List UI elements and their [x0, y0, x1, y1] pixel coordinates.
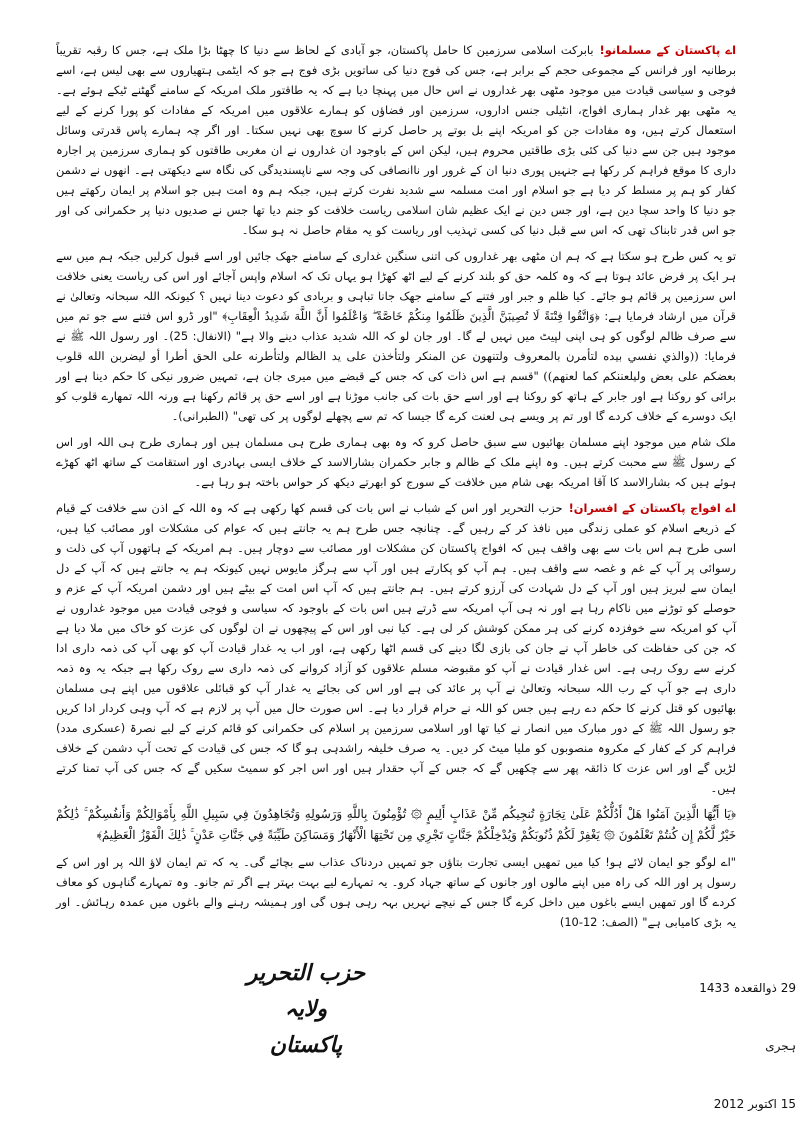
verse-translation-saff: "اے لوگو جو ایمان لائے ہو! کیا میں تمھیں ایسی تجارت بتاؤں جو تمہیں دردناک عذاب سے بچائے گی۔ یہ کہ تم ایمان لاؤ اللہ پر اور اس کے رسول پر اور اللہ کی راہ میں اپنے مالوں اور جانوں کے ساتھ جہاد کرو۔ یہ تمہارے لیے بہت بہتر ہے اگر تم جانو۔ وہ تمہارے گناہوں کو معاف کردے گا اور تمھیں ایسے باغوں میں داخل کرے گا جس کے نیچے نہریں بہہ رہی ہوں گی اور ہمیشہ رہنے والے باغوں میں عمدہ رہائش۔ اور یہ بڑی کامیابی ہے" (الصف: 12-10) — [56, 855, 736, 929]
date-hijri: 29 ذوالقعدہ 1433 ہجری — [699, 981, 796, 1053]
paragraph-text: تو یہ کس طرح ہو سکتا ہے کہ ہم ان مٹھی بھر غداروں کی اتنی سنگین غداری کے سامنے جھک جائیں اور اسے قبول کرلیں جبکہ ہم میں سے ہر ایک پر فرض عائد ہوتا ہے کہ وہ کلمہ حق کو بلند کرنے کے لیے اٹھ کھڑا ہو یہاں تک کہ اسلام واپس آجائے اور اس کی ریاست یعنی خلافت اس سرزمین پر قائم ہو جائے۔ کیا ظلم و جبر اور فتنے کے سامنے جھک جانا تباہی و بربادی کو دعوت دینا نہیں ؟ کیونکہ اللہ سبحانہ وتعالیٰ نے قرآن میں ارشاد فرمایا ہے: — [56, 249, 737, 323]
statement-footer — [56, 955, 796, 1111]
hadith-arabic: ((والذي نفسي بيده لتأمرن بالمعروف ولتنهون عن المنكر ولتأخذن على يد الظالم ولتأطرنه على الحق أطرا أو ليضربن الله قلوب بعضكم على بعض وليلعننكم كما لعنهم)) — [56, 349, 736, 383]
paragraph-officers — [56, 498, 736, 798]
heading-army-officers: اے افواج پاکستان کے افسران! — [568, 501, 736, 515]
paragraph-fitna — [56, 246, 736, 426]
paragraph-muslims — [56, 40, 736, 240]
hadith-translation: "قسم ہے اس ذات کی کہ جس کے قبضے میں میری جان ہے، تمہیں ضرور نیکی کا حکم دینا ہے اور برائی کو روکنا ہے اور جابر کے ہاتھ کو روکنا ہے اور اسے حق بات کی جانب موڑنا ہے اور اسے حق پر قائم رکھنا ہے ورنہ اللہ تمھارے قلوب کو ایک دوسرے کے خلاف کردے گا اور تم پر ویسے ہی لعنت کرے گا جیسا کہ تم سے پچھلے لوگوں پر کی تھی" (الطبرانی)۔ — [56, 369, 736, 423]
paragraph-text: بابرکت اسلامی سرزمین کا حامل پاکستان، جو آبادی کے لحاظ سے دنیا کا چھٹا بڑا ملک ہے، جس کا رقبہ تقریباً برطانیہ اور فرانس کے مجموعی حجم کے برابر ہے، جس کی فوج دنیا کی ساتویں بڑی فوج ہے جو کہ ایٹمی ہتھیاروں سے بھی لیس ہے، اسے فوجی و سیاسی قیادت میں موجود مٹھی بھر غداروں نے اس حال میں پہنچا دیا ہے کہ یہ طاقتور ملک امریکہ کے سامنے گھٹنے ٹیکے ہوئے ہے۔ یہ مٹھی بھر غدار ہماری افواج، انٹیلی جنس اداروں، سرزمین اور فضاؤں کو ہمارے علاقوں میں امریکہ کے مفادات کو پورا کرنے کے لیے استعمال کرتے ہیں، وہ مفادات جن کو امریکہ اپنے بل بوتے پر حاصل کرنے کا سوچ بھی نہیں سکتا۔ اور اگر چہ ہمارے پاس قدرتی وسائل موجود ہیں جن سے دنیا کی کئی بڑی طاقتیں محروم ہیں، لیکن اس کے باوجود ان غداروں نے ان مغربی طاقتوں کو ہماری سرزمین پر اجارہ داری کا موقع فراہم کر رکھا ہے جنہیں پوری دنیا ان کے غرور اور ناانصافی کی وجہ سے ناپسندیدگی کی نگاہ سے دیکھتی ہے۔ انھوں نے دشمن کفار کو ہم پر مسلط کر دیا ہے جو اسلام اور امت مسلمہ سے شدید نفرت کرتے ہیں، جبکہ ہم وہ امت ہیں جو اسلام پر ایمان رکھتے ہیں جو دنیا کا واحد سچا دین ہے، اور جس دین نے ایک عظیم شان اسلامی ریاست خلافت کو جنم دیا تھا جس نے صدیوں دنیا پر حکمرانی کی اور جو اس قدر تابناک تھی کہ اس سے قبل دنیا کی کسی تہذیب اور ریاست کو یہ مقام حاصل نہ ہو سکا۔ — [56, 43, 736, 237]
verse-translation: "اور ڈرو اس فتنے سے جو تم میں سے صرف ظالم لوگوں کو ہی اپنی لپیٹ میں نہیں لے گا۔ اور جان لو کہ اللہ شدید عذاب دینے والا ہے" (الانفال: 25)۔ اور رسول اللہ ﷺ نے فرمایا: — [56, 309, 736, 363]
heading-muslims-of-pakistan: اے پاکستان کے مسلمانو! — [599, 43, 736, 57]
paragraph-text: حزب التحریر اور اس کے شباب نے اس بات کی قسم کھا رکھی ہے کہ وہ اللہ کے اذن سے خلافت کے قیام کے ذریعے اسلام کو عملی زندگی میں نافذ کر کے رہیں گے۔ چنانچہ جس طرح ہم یہ جانتے ہیں کہ عوام کی مشکلات اور مصائب کیا ہیں، اسی طرح ہم اس بات سے بھی واقف ہیں کہ افواج پاکستان کن مشکلات اور مصائب سے دوچار ہیں۔ ہم امریکہ کے ہاتھوں آپ کی ذلت و رسوائی پر آپ کے غم و غصہ سے واقف ہیں۔ ہم آپ کو پکارتے ہیں اور آپ سے ہرگز مایوس نہیں کیونکہ ہم یہ جانتے ہیں کہ آپ کے دل ایمان سے لبریز ہیں اور آپ کے دل شہادت کی آرزو کرتے ہیں۔ ہم جانتے ہیں کہ آپ اس امت کے بیٹے ہیں اور دشمن امریکہ آپ کے عزم و حوصلے کو توڑنے میں ناکام رہا ہے اور نہ ہی آپ امریکہ سے ڈرتے ہیں اس بات کے باوجود کہ سیاسی و فوجی قیادت میں موجود غداروں نے آپ کو امریکہ سے خوفزدہ کرنے کی ہر ممکن کوشش کر لی ہے۔ کیا نبی اور اس کے پیچھوں نے ان لوگوں کی عزت کو خاک میں ملا دیا ہے کہ جن کی حفاظت کی خاطر آپ نے جان کی بازی لگا دینے کی قسم اٹھا رکھی ہے، اور اب یہ غدار قیادت آپ کو بھی آپ کی ذمہ داری ادا کرنے سے روک رہی ہے۔ اس غدار قیادت نے آپ کو مقبوضہ مسلم علاقوں کو آزاد کروانے کی ذمہ داری سے روک رکھا ہے جبکہ یہ وہ ذمہ داری ہے جو آپ کے رب اللہ سبحانہ وتعالیٰ نے آپ پر عائد کی ہے اور اس کی بجائے یہ غدار آپ کو قبائلی علاقوں میں اپنے ہی مسلمان بھائیوں کو قتل کرنے کا حکم دے رہے ہیں جس کو اللہ نے حرام قرار دیا ہے۔ اس صورت حال میں آپ پر لازم ہے کہ آپ وہی کردار ادا کریں جو رسول اللہ ﷺ کے دور مبارک میں انصار نے کیا تھا اور اسلامی سرزمین پر اسلام کی حکمرانی کو قائم کرنے کے لیے نصرۃ (عسکری مدد) فراہم کر کے کفار کے مکروہ منصوبوں کو ملیا میٹ کر دیں۔ یہ صرف خلیفہ راشدہی ہو گا کہ جس کی قیادت کے تحت آپ دشمن کے خلاف لڑیں گے اور اس عزت کا ذائقہ پھر سے چکھیں گے کہ جس کے آپ حقدار ہیں اور اس اجر کو سمیٹ سکیں گے کہ جس کی آپ تمنا کرتے ہیں۔ — [56, 501, 736, 795]
quran-verse-saff: ﴿يَا أَيُّهَا الَّذِينَ آمَنُوا هَلْ أَدُلُّكُمْ عَلَىٰ تِجَارَةٍ تُنجِيكُم مِّنْ عَذَابٍ أَلِيمٍ ۞ تُؤْمِنُونَ بِاللَّهِ وَرَسُولِهِ وَتُجَاهِدُونَ فِي سَبِيلِ اللَّهِ بِأَمْوَالِكُمْ وَأَنفُسِكُمْ ۚ ذَٰلِكُمْ خَيْرٌ لَّكُمْ إِن كُنتُمْ تَعْلَمُونَ ۞ يَغْفِرْ لَكُمْ ذُنُوبَكُمْ وَيُدْخِلْكُمْ جَنَّاتٍ تَجْرِي مِن تَحْتِهَا الْأَنْهَارُ وَمَسَاكِنَ طَيِّبَةً فِي جَنَّاتِ عَدْنٍ ۚ ذَٰلِكَ الْفَوْزُ الْعَظِيمُ﴾ — [56, 807, 736, 842]
date-gregorian: 15 اکتوبر 2012 — [713, 1097, 796, 1111]
signature-party-name: حزب التحریر — [246, 960, 366, 986]
paragraph-text: ملک شام میں موجود اپنے مسلمان بھائیوں سے سبق حاصل کرو کہ وہ بھی ہماری طرح ہی مسلمان ہیں اور ہماری طرح ہی اللہ اور اس کے رسول ﷺ سے محبت کرتے ہیں۔ وہ اپنے ملک کے ظالم و جابر حکمران بشارالاسد کے خلاف ایسی بہادری اور استقامت کے ساتھ اٹھ کھڑے ہوئے ہیں کہ بشارالاسد کا آقا امریکہ بھی شام میں خلافت کے سورج کو ابھرتے دیکھ کر حواس باختہ ہو رہا ہے۔ — [56, 435, 736, 489]
signature — [246, 955, 366, 1063]
statement-body — [56, 40, 736, 938]
paragraph-syria — [56, 432, 736, 492]
quran-verse-anfal: ﴿وَاتَّقُوا فِتْنَةً لَا تُصِيبَنَّ الَّذِينَ ظَلَمُوا مِنكُمْ خَاصَّةً ۖ وَاعْلَمُوا أَنَّ اللَّهَ شَدِيدُ الْعِقَابِ﴾ — [222, 309, 600, 323]
date-block — [676, 959, 796, 1133]
signature-wilayah: ولایہ پاکستان — [269, 996, 343, 1058]
